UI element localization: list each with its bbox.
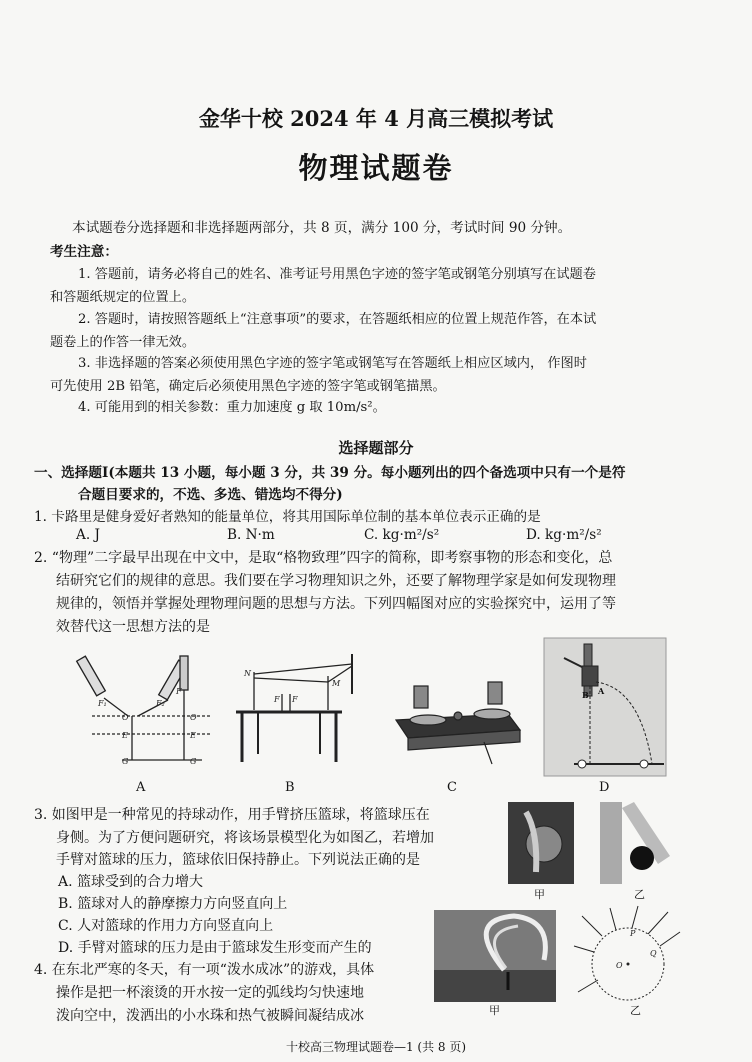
section-instruction-line1: 一、选择题Ⅰ(本题共 13 小题，每小题 3 分，共 39 分。每小题列出的四个备选项中只有一个是符 [34,465,626,481]
fig-a-mark: G [190,757,197,766]
notice-item2-line2: 题卷上的作答一律无效。 [50,335,196,350]
notice-item2-line1: 2. 答题时，请按照答题纸上“注意事项”的要求，在答题纸相应的位置上规范作答，在本试 [78,312,597,327]
q2-figure-d [544,638,666,776]
q3-stem-line2: 身侧。为了方便问题研究，将该场景模型化为如图乙，若增加 [56,830,434,846]
q3-stem-line3: 手臂对篮球的压力，篮球依旧保持静止。下列说法正确的是 [56,852,420,868]
notice-item1-line1: 1. 答题前，请务必将自己的姓名、准考证号用黑色字迹的签字笔或钢笔分别填写在试题卷 [78,267,596,282]
notice-item1-line2: 和答题纸规定的位置上。 [50,290,196,305]
notice-item3-line2: 可先使用 2B 铅笔，确定后必须使用黑色字迹的签字笔或钢笔描黑。 [50,379,446,394]
q4-stem-line1: 4. 在东北严寒的冬天，有一项“泼水成冰”的游戏，具体 [34,962,375,978]
q2-figure-b [224,650,364,770]
fig-a-mark: O [122,713,129,722]
q2-figure-c [388,680,528,770]
q3-option-a: A. 篮球受到的合力增大 [58,874,204,890]
q3-figure-jia-label: 甲 [534,888,545,901]
q1-option-c: C. kg·m²/s² [364,527,440,543]
q2-stem-line4: 效替代这一思想方法的是 [56,619,210,635]
q2-stem-line2: 结研究它们的规律的意思。我们要在学习物理知识之外，还要了解物理学家是如何发现物理 [56,573,616,589]
fig-a-mark: G [122,757,129,766]
notice-item4: 4. 可能用到的相关参数：重力加速度 g 取 10m/s²。 [78,400,386,415]
fig-a-mark: O [190,713,197,722]
q3-stem-line1: 3. 如图甲是一种常见的持球动作，用手臂挤压篮球，将篮球压在 [34,807,430,823]
q2-figure-a [72,650,212,770]
q4-stem-line3: 泼向空中，泼洒出的小水珠和热气被瞬间凝结成冰 [56,1008,364,1024]
section-instruction-line2: 合题目要求的，不选、多选、错选均不得分) [78,487,343,503]
q1-option-d: D. kg·m²/s² [526,527,602,543]
fig-b-mark: F [274,695,280,704]
q3-figure-yi-model [600,802,672,884]
q2-stem-line1: 2. “物理”二字最早出现在中文中，是取“格物致理”四字的简称，即考察事物的形态和变化，总 [34,550,613,566]
q2-figure-d-label: D [599,780,610,795]
q3-option-b: B. 篮球对人的静摩擦力方向竖直向上 [58,896,288,912]
fig4-mark: Q [650,949,657,958]
fig-b-mark: N [244,669,251,678]
section-title: 选择题部分 [338,439,414,457]
notice-item3-line1: 3. 非选择题的答案必须使用黑色字迹的签字笔或钢笔写在答题纸上相应区域内， 作图时 [78,356,587,371]
q4-figure-jia-photo [434,910,556,1002]
fig-d-mark: B [582,690,589,700]
exam-title: 金华十校 2024 年 4 月高三模拟考试 [198,106,554,131]
q4-stem-line2: 操作是把一杯滚烫的开水按一定的弧线均匀快速地 [56,985,364,1001]
q1-stem: 1. 卡路里是健身爱好者熟知的能量单位，将其用国际单位制的基本单位表示正确的是 [34,509,541,525]
q1-option-b: B. N·m [227,527,275,543]
page-footer: 十校高三物理试题卷—1 (共 8 页) [285,1040,467,1054]
q4-figure-jia-label: 甲 [489,1004,500,1017]
q2-figure-a-label: A [136,780,146,795]
q3-figure-yi-label: 乙 [634,888,645,901]
fig-a-mark: E [122,731,128,740]
intro-text: 本试题卷分选择题和非选择题两部分，共 8 页，满分 100 分，考试时间 90 分钟。 [72,220,572,236]
notice-heading: 考生注意： [50,244,118,260]
fig-a-mark: F₁ [98,699,107,708]
fig-a-mark: F [176,687,182,696]
q3-option-c: C. 人对篮球的作用力方向竖直向上 [58,918,274,934]
q3-option-d: D. 手臂对篮球的压力是由于篮球发生形变而产生的 [58,940,372,956]
fig4-mark: P [630,929,636,938]
fig-b-mark: F [292,695,298,704]
q3-figure-jia-photo [508,802,574,884]
q2-stem-line3: 规律的，领悟并掌握处理物理问题的思想与方法。下列四幅图对应的实验探究中，运用了等 [56,596,616,612]
q4-figure-yi-diagram [572,906,682,1006]
q2-figure-b-label: B [285,780,295,795]
fig-d-mark: A [598,686,605,696]
q4-figure-yi-label: 乙 [630,1004,641,1017]
fig-a-mark: E [190,731,196,740]
fig-a-mark: F₂ [156,699,165,708]
fig4-mark: O [616,961,623,970]
q1-option-a: A. J [76,527,100,543]
q2-figure-c-label: C [447,780,457,795]
paper-title: 物理试题卷 [298,151,454,185]
fig-b-mark: M [332,679,341,688]
